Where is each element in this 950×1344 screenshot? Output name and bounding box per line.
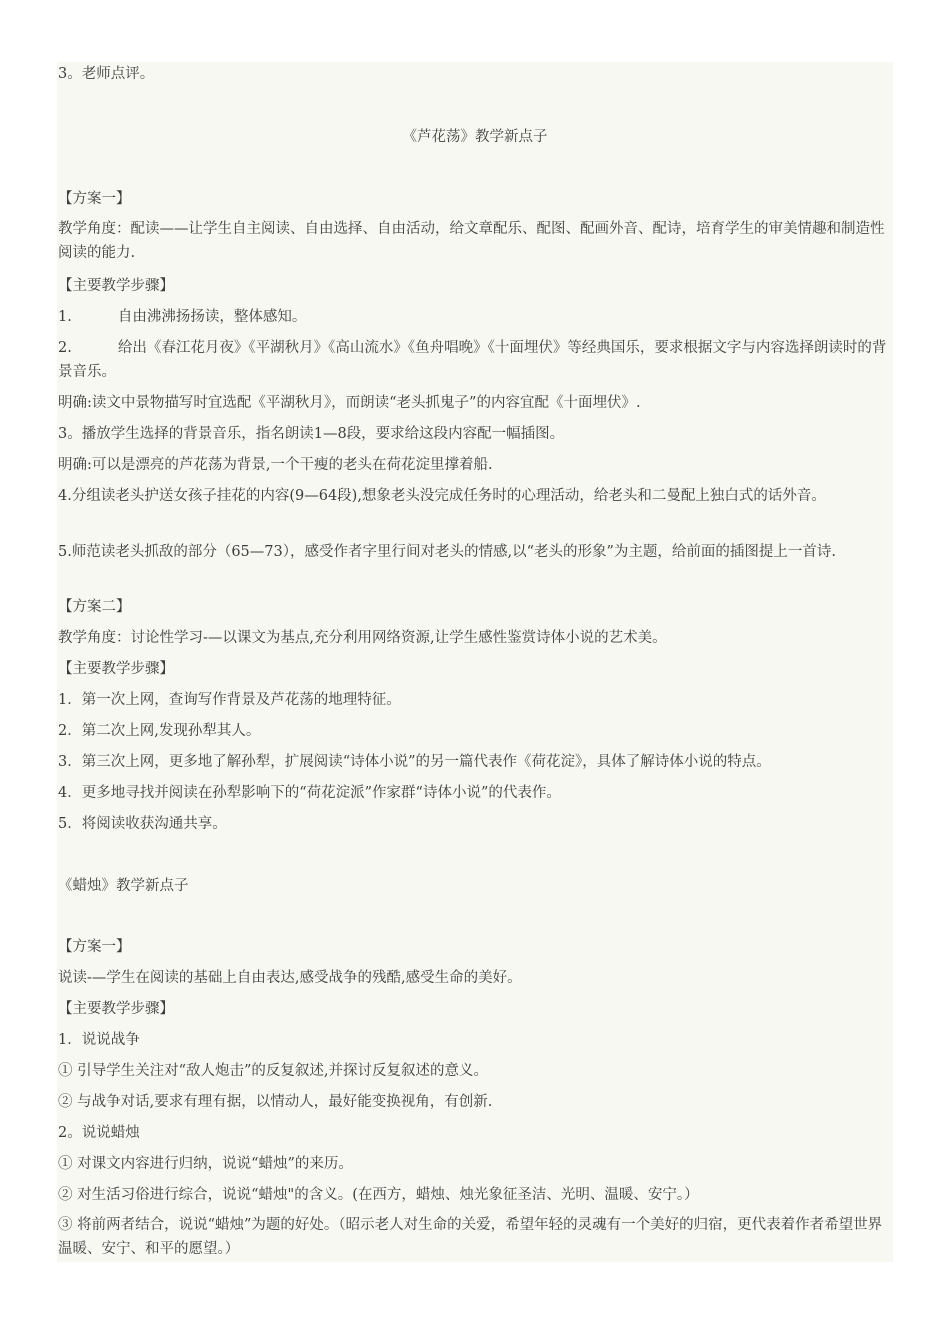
plan3-step-2-b: ② 对生活习俗进行综合，说说“蜡烛"的含义。(在西方，蜡烛、烛光象征圣洁、光明、温暖、安宁。） — [58, 1187, 699, 1203]
plan1-clarify-2: 明确:可以是漂亮的芦花荡为背景,一个干瘦的老头在荷花淀里撑着船. — [58, 457, 493, 473]
plan1-step-1 — [58, 305, 306, 329]
step-text: 自由沸沸扬扬读，整体感知。 — [117, 309, 307, 325]
section-title-luhuadang: 《芦花荡》教学新点子 — [402, 129, 548, 145]
step-text: 给出《春江花月夜》《平湖秋月》《高山流水》《鱼舟唱晚》《十面埋伏》等经典国乐，要求根据文字与内容选择朗读时的背景音乐。 — [58, 340, 887, 380]
plan1-heading: 【方案一】 — [58, 191, 131, 207]
plan2-step-1: 1．第一次上网，查询写作背景及芦花荡的地理特征。 — [58, 692, 401, 708]
section-title-candle: 《蜡烛》教学新点子 — [58, 878, 189, 894]
plan3-step-1-b: ② 与战争对话,要求有理有据，以情动人，最好能变换视角，有创新. — [58, 1094, 493, 1110]
plan3-step-2-a: ① 对课文内容进行归纳，说说“蜡烛”的来历。 — [58, 1156, 353, 1172]
plan1-clarify-1: 明确:读文中景物描写时宜选配《平湖秋月》，而朗读“老头抓鬼子”的内容宜配《十面埋伏》. — [58, 395, 641, 411]
plan1-step-4: 4.分组读老头护送女孩子挂花的内容(9—64段),想象老头没完成任务时的心理活动，给老头和二曼配上独白式的话外音。 — [58, 488, 826, 504]
plan1-step-5: 5.师范读老头抓敌的部分（65—73），感受作者字里行间对老头的情感,以“老头的形象”为主题，给前面的插图提上一首诗. — [58, 544, 837, 560]
plan1-step-2 — [58, 336, 888, 384]
step-number: 1. — [58, 309, 72, 325]
plan1-step-3: 3。播放学生选择的背景音乐，指名朗读1—8段，要求给这段内容配一幅插图。 — [58, 426, 565, 442]
plan3-step-1: 1．说说战争 — [58, 1032, 140, 1048]
plan2-heading: 【方案二】 — [58, 599, 131, 615]
plan3-heading: 【方案一】 — [58, 939, 131, 955]
plan3-step-2-c: ③ 将前两者结合，说说“蜡烛”为题的好处。（昭示老人对生命的关爱，希望年轻的灵魂有一个美好的归宿，更代表着作者希望世界温暖、安宁、和平的愿望。） — [58, 1217, 883, 1257]
plan3-step-1-a: ① 引导学生关注对“敌人炮击”的反复叙述,并探讨反复叙述的意义。 — [58, 1063, 489, 1079]
plan3-step-2: 2。说说蜡烛 — [58, 1125, 140, 1141]
steps-heading-3: 【主要教学步骤】 — [58, 1001, 174, 1017]
doc-line-teacher-comment: 3。老师点评。 — [58, 66, 155, 82]
plan2-step-5: 5．将阅读收获沟通共享。 — [58, 816, 227, 832]
steps-heading-1: 【主要教学步骤】 — [58, 278, 174, 294]
plan2-step-2: 2．第二次上网,发现孙犁其人。 — [58, 723, 261, 739]
step-number: 2. — [58, 340, 72, 356]
plan2-step-3: 3．第三次上网，更多地了解孙犁，扩展阅读“诗体小说”的另一篇代表作《荷花淀》，具体了解诗体小说的特点。 — [58, 754, 771, 770]
plan3-teaching-angle: 说读-—学生在阅读的基础上自由表达,感受战争的残酷,感受生命的美好。 — [58, 970, 522, 986]
plan2-teaching-angle: 教学角度：讨论性学习-—以课文为基点,充分利用网络资源,让学生感性鉴赏诗体小说的艺术美。 — [58, 630, 667, 646]
steps-heading-2: 【主要教学步骤】 — [58, 661, 174, 677]
plan2-step-4: 4．更多地寻找并阅读在孙犁影响下的“荷花淀派”作家群“诗体小说”的代表作。 — [58, 785, 561, 801]
plan1-teaching-angle: 教学角度：配读——让学生自主阅读、自由选择、自由活动，给文章配乐、配图、配画外音、配诗，培育学生的审美情趣和制造性阅读的能力. — [58, 221, 885, 261]
